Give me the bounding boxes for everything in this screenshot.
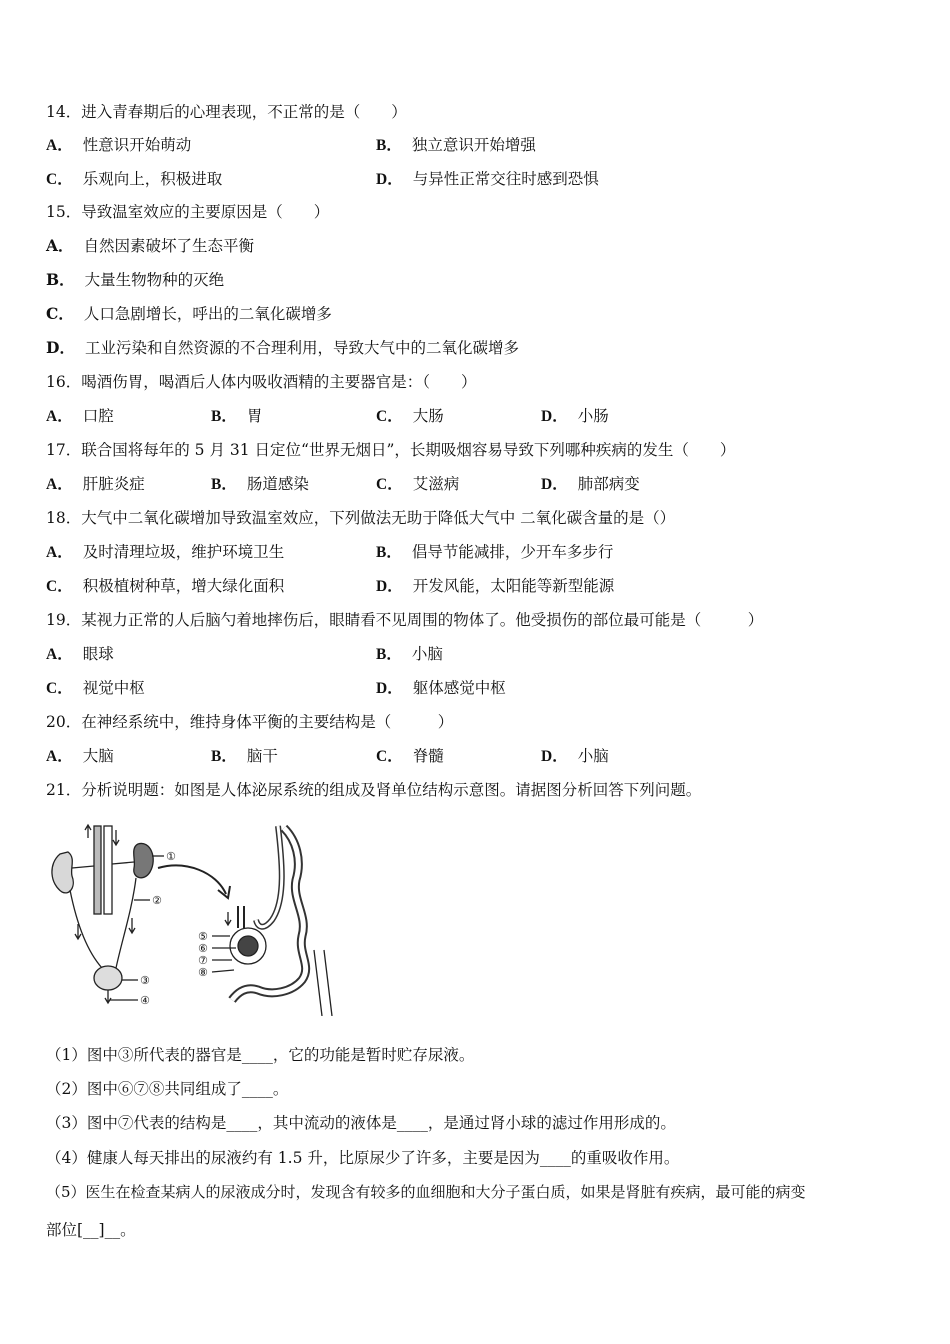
option-b: B． 胃 [211,407,263,425]
question-15-option-d: D． 工业污染和自然资源的不合理利用，导致大气中的二氧化碳增多 [46,338,519,357]
option-d: D． 开发风能，太阳能等新型能源 [376,577,615,595]
question-15-option-c: C． 人口急剧增长，呼出的二氧化碳增多 [46,304,332,323]
option-b: B． 独立意识开始增强 [376,136,536,154]
bladder [94,966,122,990]
option-b: B． 小脑 [376,645,443,663]
option-d: D． 小肠 [541,407,609,425]
option-c: C． 视觉中枢 [46,679,145,697]
question-15-stem: 15．导致温室效应的主要原因是（ ） [46,203,330,221]
right-ureter [116,878,136,968]
figure-label-5: ⑤ [198,930,208,943]
figure-label-4: ④ [140,994,150,1007]
question-16-stem: 16．喝酒伤胃，喝酒后人体内吸收酒精的主要器官是：（ ） [46,373,477,391]
option-a: A． 大脑 [46,747,114,765]
option-b: B． 倡导节能减排，少开车多步行 [376,543,614,561]
sub-question-3: （3）图中⑦代表的结构是____，其中流动的液体是____，是通过肾小球的滤过作用形成的。 [46,1114,676,1132]
question-21-stem: 21．分析说明题：如图是人体泌尿系统的组成及肾单位结构示意图。请据图分析回答下列问题。 [46,781,702,799]
left-kidney [52,852,73,893]
option-c: C． 大肠 [376,407,444,425]
sub-question-1: （1）图中③所代表的器官是____，它的功能是暂时贮存尿液。 [46,1046,475,1064]
option-d: D． 与异性正常交往时感到恐惧 [376,170,599,188]
question-15-option-b: B． 大量生物物种的灭绝 [46,270,225,289]
option-d: D． 肺部病变 [541,475,640,493]
figure-label-6: ⑥ [198,942,208,955]
question-15-option-a: A． 自然因素破坏了生态平衡 [46,236,255,255]
glomerulus [238,936,258,956]
option-a: A． 及时清理垃圾，维护环境卫生 [46,543,285,561]
sub-question-5: （5）医生在检查某病人的尿液成分时，发现含有较多的血细胞和大分子蛋白质，如果是肾脏有疾病，最可能的病变 [46,1183,806,1201]
figure-label-3: ③ [140,974,150,987]
urinary-system-svg [46,820,336,1016]
question-18-stem: 18．大气中二氧化碳增加导致温室效应，下列做法无助于降低大气中 二氧化碳含量的是（） [46,509,676,527]
option-c: C． 艾滋病 [376,475,460,493]
figure-label-7: ⑦ [198,954,208,967]
option-b: B． 脑干 [211,747,278,765]
figure-label-8: ⑧ [198,966,208,979]
figure-label-2: ② [152,894,162,907]
right-kidney [134,843,154,877]
figure-label-1: ① [166,850,176,863]
option-a: A． 口腔 [46,407,114,425]
sub-question-2: （2）图中⑥⑦⑧共同组成了____。 [46,1080,289,1098]
option-a: A． 肝脏炎症 [46,475,145,493]
option-a: A． 性意识开始萌动 [46,136,192,154]
option-b: B． 肠道感染 [211,475,309,493]
option-d: D． 小脑 [541,747,609,765]
sub-question-4: （4）健康人每天排出的尿液约有 1.5 升，比原尿少了许多，主要是因为____的重吸收作用。 [46,1149,680,1167]
option-a: A． 眼球 [46,645,114,663]
question-17-stem: 17．联合国将每年的 5 月 31 日定位“世界无烟日”，长期吸烟容易导致下列哪种疾病的发生（ ） [46,441,736,459]
question-14-stem: 14．进入青春期后的心理表现，不正常的是（ ） [46,103,407,121]
option-d: D． 躯体感觉中枢 [376,679,506,697]
option-c: C． 乐观向上，积极进取 [46,170,223,188]
question-19-stem: 19．某视力正常的人后脑勺着地摔伤后，眼睛看不见周围的物体了。他受损伤的部位最可能是（ ） [46,611,764,629]
question-20-stem: 20．在神经系统中，维持身体平衡的主要结构是（ ） [46,713,454,731]
option-c: C． 脊髓 [376,747,444,765]
option-c: C． 积极植树种草，增大绿化面积 [46,577,285,595]
urinary-system-diagram [46,820,336,1016]
sub-question-5-continued: 部位[__]__。 [46,1221,136,1239]
